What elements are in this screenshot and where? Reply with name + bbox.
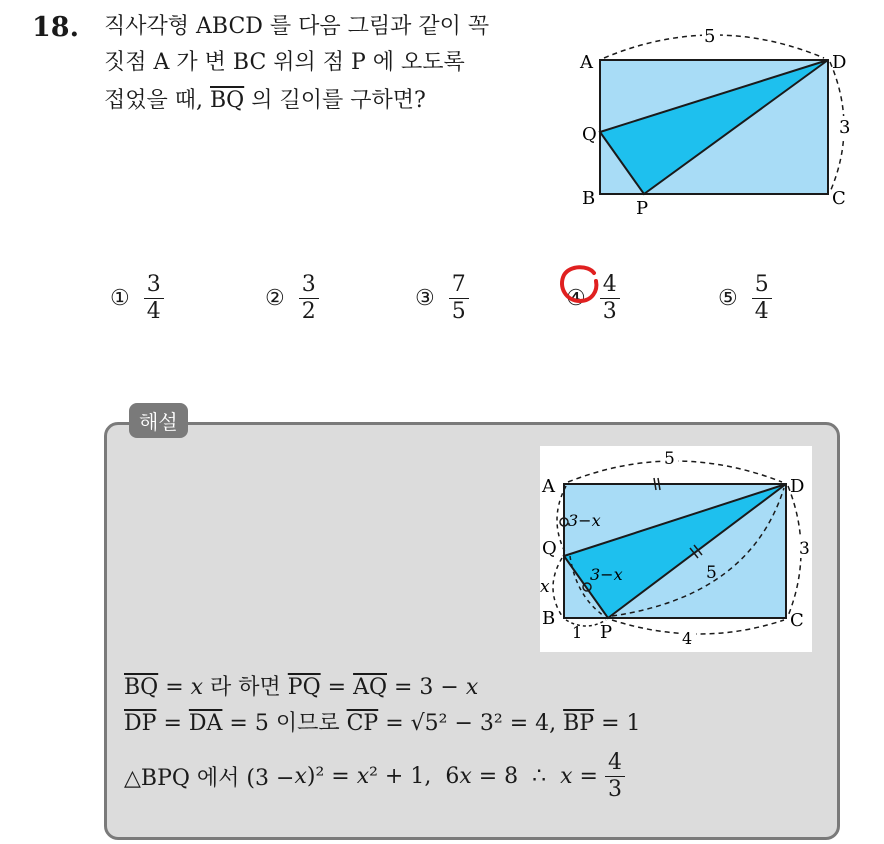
label-d: D bbox=[832, 52, 847, 73]
variable: x bbox=[356, 764, 370, 789]
label-a: A bbox=[542, 476, 555, 497]
segment: $\overline{AQ}$ bbox=[353, 675, 387, 700]
variable: x bbox=[560, 764, 573, 789]
question-line-2: 짓점 A 가 변 BC 위의 점 P 에 오도록 bbox=[104, 50, 465, 75]
label-c: C bbox=[790, 610, 804, 631]
segment: $\overline{BP}$ bbox=[563, 711, 595, 736]
numerator: 4 bbox=[605, 750, 625, 777]
label-d: D bbox=[790, 476, 805, 497]
question-text: 접었을 때, bbox=[104, 88, 210, 113]
segment: $\overline{DA}$ bbox=[188, 711, 223, 736]
label-bq-length: x bbox=[540, 577, 550, 597]
text: )² = bbox=[306, 764, 357, 789]
label-a: A bbox=[580, 52, 593, 73]
text: △BPQ 에서 (3 − bbox=[124, 766, 295, 791]
text: = bbox=[320, 675, 354, 700]
text: 라 하면 bbox=[203, 675, 288, 700]
choice-number: ③ bbox=[415, 286, 435, 311]
label-q: Q bbox=[582, 124, 597, 145]
choice-4[interactable] bbox=[566, 272, 620, 325]
denominator: 5 bbox=[451, 299, 466, 324]
text: = bbox=[158, 675, 191, 700]
label-pc-length: 4 bbox=[682, 629, 693, 648]
denominator: 4 bbox=[754, 299, 769, 324]
question-figure bbox=[574, 14, 864, 214]
text: = 8 ∴ bbox=[471, 764, 561, 789]
variable: x bbox=[459, 764, 472, 789]
explanation-figure bbox=[540, 446, 812, 652]
denominator: 3 bbox=[602, 299, 617, 324]
numerator: 3 bbox=[299, 272, 319, 299]
choice-number: ② bbox=[265, 286, 285, 311]
denominator: 3 bbox=[607, 777, 622, 802]
denominator: 2 bbox=[301, 299, 316, 324]
explanation-line-2 bbox=[124, 706, 641, 737]
label-dp-length: 5 bbox=[706, 563, 717, 583]
question-line-3 bbox=[104, 86, 426, 116]
choice-number: ① bbox=[110, 286, 130, 311]
variable: x bbox=[190, 675, 204, 700]
numerator: 5 bbox=[752, 272, 772, 299]
text: = 1 bbox=[594, 711, 641, 736]
label-q: Q bbox=[542, 538, 557, 559]
text: = 3 − bbox=[387, 675, 466, 700]
fraction bbox=[600, 272, 620, 325]
label-side-length: 3 bbox=[799, 539, 810, 559]
numerator: 4 bbox=[600, 272, 620, 299]
fraction bbox=[144, 272, 164, 325]
fraction bbox=[449, 272, 469, 325]
explanation-line-3 bbox=[124, 750, 625, 803]
segment: $\overline{BQ}$ bbox=[124, 675, 159, 700]
segment: $\overline{PQ}$ bbox=[287, 675, 321, 700]
label-side-length: 3 bbox=[839, 117, 851, 138]
variable: x bbox=[465, 675, 479, 700]
fraction bbox=[299, 272, 319, 325]
label-top-length: 5 bbox=[704, 26, 716, 47]
numerator: 3 bbox=[144, 272, 164, 299]
variable: x bbox=[294, 764, 307, 789]
text: = bbox=[572, 764, 605, 789]
text: = 5 이므로 bbox=[222, 711, 347, 736]
label-aq-length: 3−x bbox=[568, 511, 601, 530]
label-qp-length: 3−x bbox=[590, 565, 623, 584]
text: = bbox=[156, 711, 189, 736]
question-text: 의 길이를 구하면? bbox=[244, 88, 426, 113]
choice-3[interactable] bbox=[415, 272, 469, 325]
segment: $\overline{DP}$ bbox=[124, 711, 157, 736]
explanation-line-1 bbox=[124, 670, 478, 701]
label-b: B bbox=[582, 188, 596, 209]
label-bp-length: 1 bbox=[572, 623, 583, 642]
question-line-1: 직사각형 ABCD 를 다음 그림과 같이 꼭 bbox=[104, 14, 490, 39]
label-b: B bbox=[542, 608, 556, 629]
choice-number: ④ bbox=[566, 286, 586, 311]
label-c: C bbox=[832, 188, 846, 209]
choice-1[interactable] bbox=[110, 272, 164, 325]
text: ² + 1, 6 bbox=[369, 764, 460, 789]
choice-number: ⑤ bbox=[718, 286, 738, 311]
question-number: 18. bbox=[32, 12, 79, 43]
fraction bbox=[752, 272, 772, 325]
label-p: P bbox=[600, 622, 613, 643]
answer-fraction bbox=[605, 750, 625, 803]
segment: $\overline{CP}$ bbox=[346, 711, 379, 736]
label-p: P bbox=[636, 198, 649, 214]
numerator: 7 bbox=[449, 272, 469, 299]
choice-5[interactable] bbox=[718, 272, 772, 325]
answer-circle-icon bbox=[558, 263, 602, 305]
segment-bq: $\overline{BQ}$ bbox=[210, 88, 245, 113]
text: = √5² − 3² = 4, bbox=[378, 711, 564, 736]
denominator: 4 bbox=[146, 299, 161, 324]
explanation-tag: 해설 bbox=[129, 403, 188, 438]
label-top-length: 5 bbox=[664, 449, 675, 469]
choice-2[interactable] bbox=[265, 272, 319, 325]
